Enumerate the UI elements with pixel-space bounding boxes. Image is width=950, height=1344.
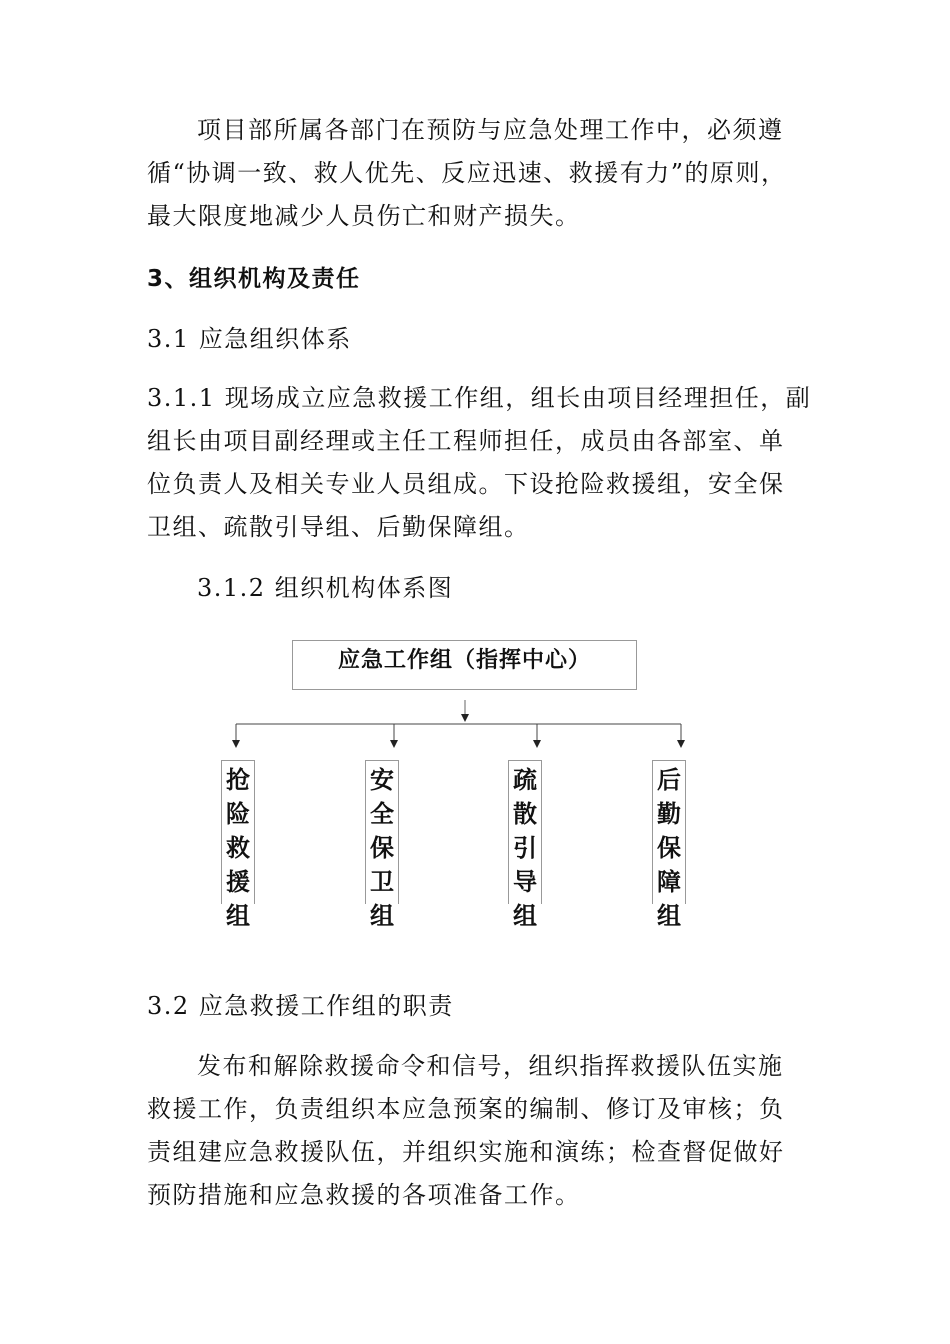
para1-line3: 最大限度地减少人员伤亡和财产损失。 (147, 202, 581, 230)
para311-line2: 组长由项目副经理或主任工程师担任，成员由各部室、单 (147, 427, 785, 455)
org-group-box-logistics: 后勤保障组 (652, 760, 686, 904)
org-group-box-rescue: 抢险救援组 (221, 760, 255, 904)
section-heading: 3、组织机构及责任 (147, 266, 361, 292)
org-group-box-security: 安全保卫组 (365, 760, 399, 904)
subheading-3-2: 3.2 应急救援工作组的职责 (147, 992, 454, 1020)
org-group-box-evacuation: 疏散引导组 (508, 760, 542, 904)
org-center-box: 应急工作组（指挥中心） (292, 640, 637, 690)
para32-line4: 预防措施和应急救援的各项准备工作。 (147, 1181, 581, 1209)
para311-line1: 3.1.1 现场成立应急救援工作组，组长由项目经理担任，副 (147, 384, 812, 412)
para32-line2: 救援工作，负责组织本应急预案的编制、修订及审核；负 (147, 1095, 785, 1123)
para1-line1: 项目部所属各部门在预防与应急处理工作中，必须遵 (197, 116, 784, 144)
para32-line3: 责组建应急救援队伍，并组织实施和演练；检查督促做好 (147, 1138, 785, 1166)
para311-line3: 位负责人及相关专业人员组成。下设抢险救援组，安全保 (147, 470, 785, 498)
para311-line4: 卫组、疏散引导组、后勤保障组。 (147, 513, 530, 541)
subheading-3-1-2: 3.1.2 组织机构体系图 (197, 574, 454, 602)
subheading-3-1: 3.1 应急组织体系 (147, 325, 352, 353)
para32-line1: 发布和解除救援命令和信号，组织指挥救援队伍实施 (197, 1052, 784, 1080)
para1-line2: 循“协调一致、救人优先、反应迅速、救援有力”的原则， (147, 159, 787, 187)
